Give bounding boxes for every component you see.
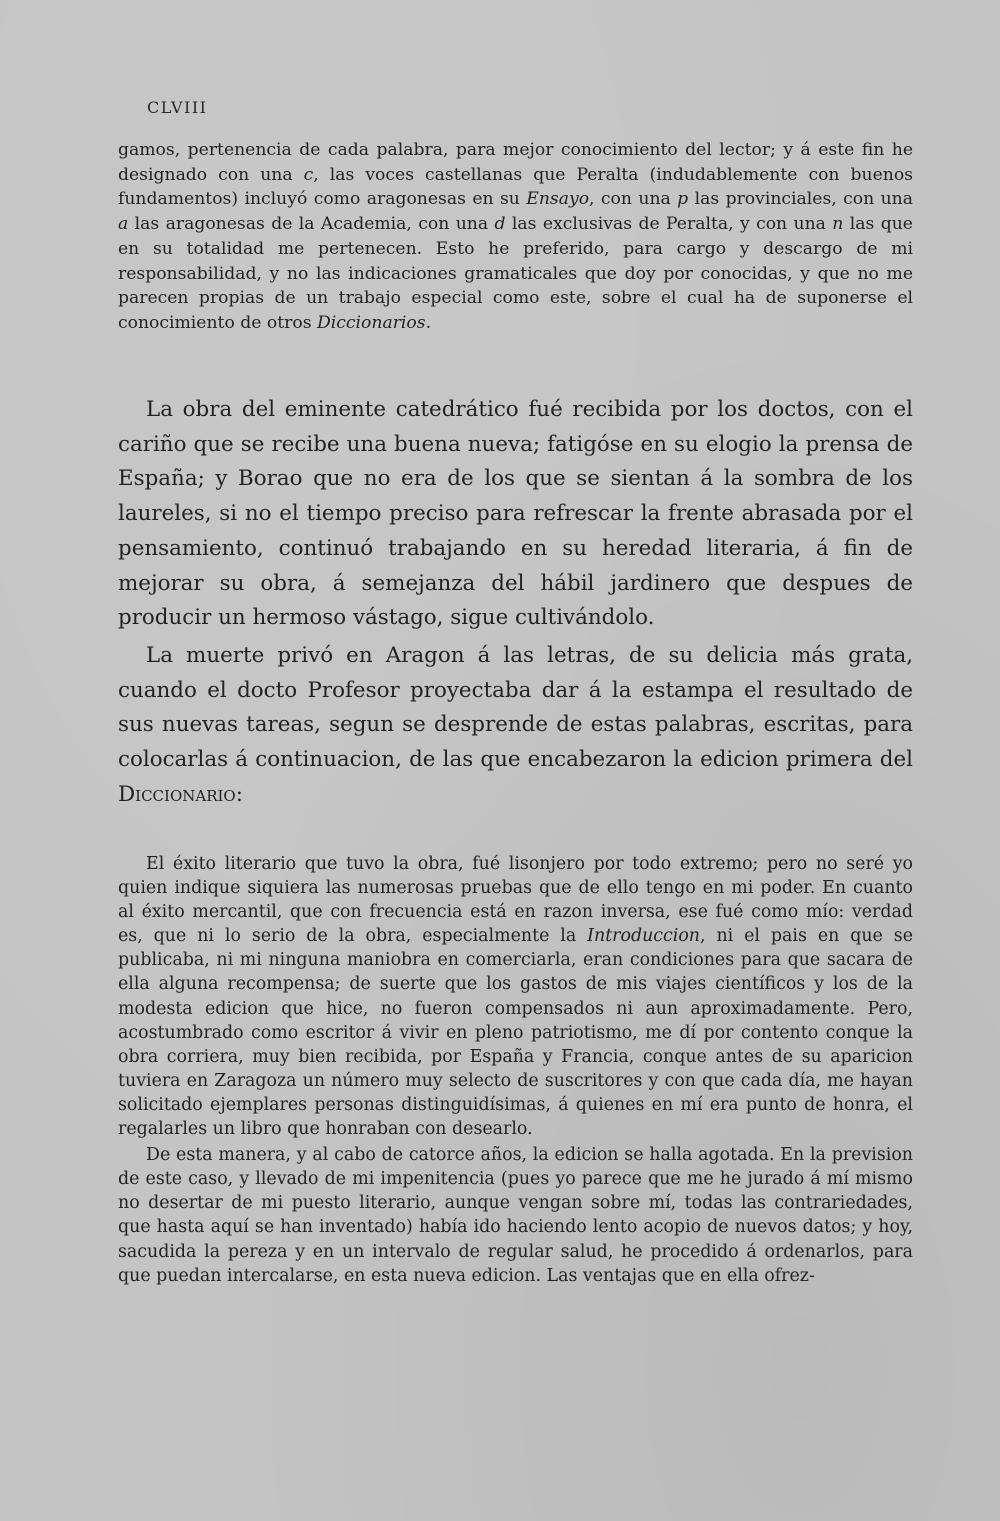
small-caps-run: Diccionario [118,781,236,807]
text-run: : [235,781,243,807]
text-run: las aragonesas de la Academia, con una [128,214,495,235]
italic-run: n [832,214,844,235]
text-run: las provinciales, con una [688,189,913,210]
italic-run: Ensayo [526,189,590,210]
page-number: CLVIII [147,98,208,117]
text-run: , con una [589,189,678,210]
italic-run: p [677,189,689,210]
text-block-quotation [118,852,913,1288]
text-block-main [118,393,913,812]
text-run: las que en su totalidad me pertenecen. Esto he preferido, para cargo y descargo de mi responsabilidad, y no las indicaciones gramaticales que doy por conocidas, y que no me parecen propias de un trabajo especial como este, sobre el cual ha de suponerse el conocimiento de otros [118,214,913,333]
italic-run: d [494,214,506,235]
italic-run: c [303,164,314,185]
paragraph-reception: La obra del eminente catedrático fué recibida por los doctos, con el cariño que se recibe una buena nueva; fatigóse en su elogio la prensa de España; y Borao que no era de los que se sientan á la sombra de los laureles, si no el tiempo preciso para refrescar la frente abrasada por el pensamiento, continuó trabajando en su heredad literaria, á fin de mejorar su obra, á semejanza del hábil jardinero que despues de producir un hermoso vástago, sigue cultivándolo. [118,397,913,631]
text-run: gamos, pertenencia de cada palabra, para mejor conocimiento del lector; y á este fin he designado con una [118,140,913,185]
text-run: La muerte privó en Aragon á las letras, de su delicia más grata, cuando el docto Profesor proyectaba dar á la estampa el resultado de sus nuevas tareas, segun se desprende de estas palabras, escritas, para colocarlas á continuacion, de las que encabezaron la edicion primera del [118,642,913,773]
text-run: , las voces castellanas que Peralta (indudablemente con buenos fundamentos) incluyó como aragonesas en su [118,164,913,210]
italic-run: Diccionarios [317,312,426,333]
paragraph-death [118,639,913,813]
text-block-notes [118,138,913,336]
text-run: . [425,312,432,333]
text-run: las exclusivas de Peralta, y con una [505,214,833,235]
paragraph-continued [118,138,913,336]
italic-run: Introduccion [587,926,701,947]
paragraph-quote-success [118,852,913,1141]
paragraph-quote-edition: De esta manera, y al cabo de catorce años, la edicion se halla agotada. En la prevision de este caso, y llevado de mi impenitencia (pues yo parece que me he jurado á mí mismo no desertar de mi puesto literario, aunque vengan sobre mí, todas las contrariedades, que hasta aquí se han inventado) había ido haciendo lento acopio de nuevos datos; y hoy, sacudida la pereza y en un intervalo de regular salud, he procedido á ordenarlos, para que puedan intercalarse, en esta nueva edicion. Las ventajas que en ella ofrez- [118,1145,913,1286]
italic-run: a [118,214,129,235]
text-run: El éxito literario que tuvo la obra, fué lisonjero por todo extremo; pero no seré yo quien indique siquiera las numerosas pruebas que de ello tengo en mi poder. En cuanto al éxito mercantil, que con frecuencia está en razon inversa, ese fué como mío: verdad es, que ni lo serio de la obra, especialmente la [118,854,913,947]
text-run: , ni el pais en que se publicaba, ni mi ninguna maniobra en comerciarla, eran condiciones para que sacara de ella alguna recompensa; de suerte que los gastos de mis viajes científicos y los de la modesta edicion que hice, no fueron compensados ni aun aproximadamente. Pero, acostumbrado como escritor á vivir en pleno patriotismo, me dí por contento conque la obra corriera, muy bien recibida, por España y Francia, conque antes de su aparicion tuviera en Zaragoza un número muy selecto de suscritores y con que cada día, me hayan solicitado ejemplares personas distinguidísimas, á quienes en mí era punto de honra, el regalarles un libro que honraban con desearlo. [118,926,913,1140]
